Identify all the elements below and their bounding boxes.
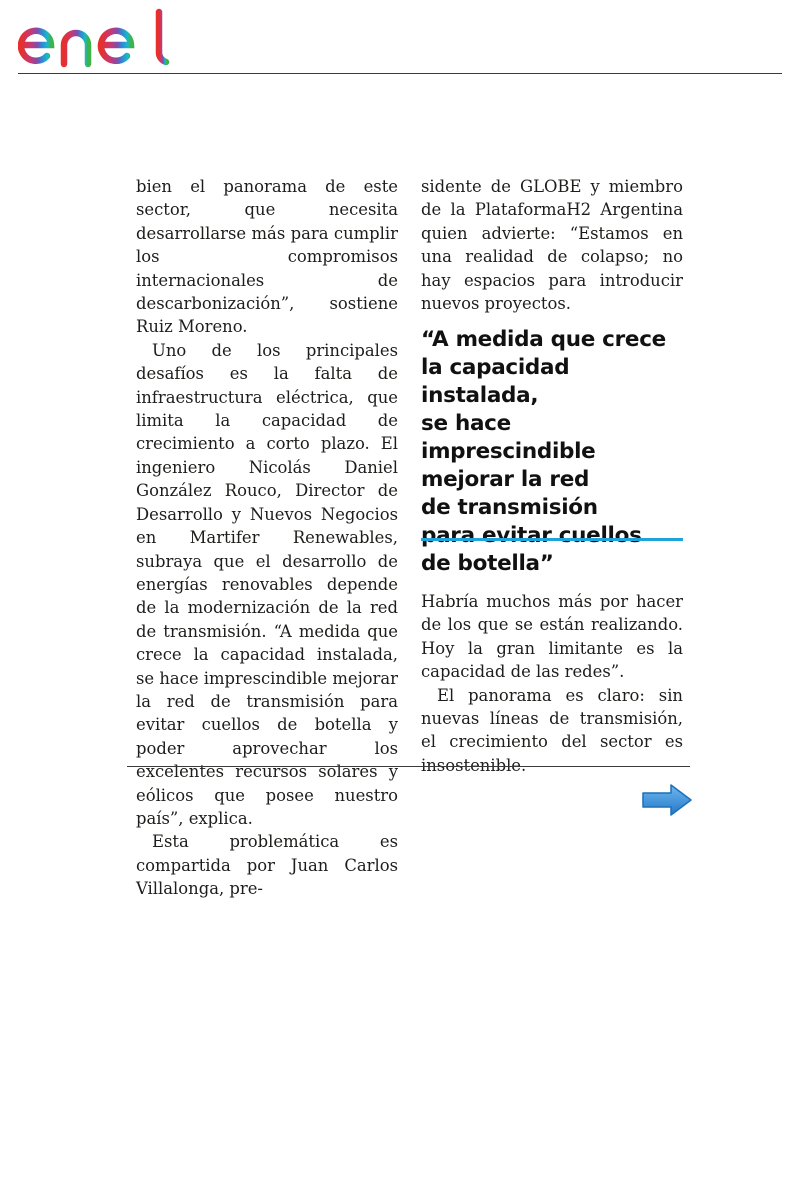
enel-logo [18, 8, 170, 68]
paragraph: Uno de los principales desafíos es la falta de infraestructura eléctrica, que limita la capacidad de crecimiento a corto plazo. El ingeniero Nicolás Daniel González Rouco, Director de Desarrollo y Nuevos Negocios en Martifer Renewables, subraya que el desarrollo de energías renovables depende de la modernización de la red de transmisión. “A medida que crece la capacidad instalada, se hace imprescindible mejorar la red de transmisión para evitar cuellos de botella y poder aprovechar los excelentes recursos solares y eólicos que posee nuestro país”, explica. [136, 340, 398, 828]
pull-quote-divider [421, 538, 683, 541]
header-divider [18, 73, 782, 74]
right-arrow-icon[interactable] [641, 783, 693, 817]
footer-divider [127, 766, 690, 767]
article-right-column-bottom [421, 590, 683, 777]
paragraph: El panorama es claro: sin nuevas líneas de transmisión, el crecimiento del sector es insostenible. [421, 685, 683, 775]
paragraph: Habría muchos más por hacer de los que se están realizando. Hoy la gran limitante es la capacidad de las redes”. [421, 592, 683, 682]
article-left-column [136, 175, 398, 901]
article-right-column-top [421, 175, 683, 315]
paragraph: bien el panorama de este sector, que necesita desarrollarse más para cumplir los compromisos internacionales de descarbonización”, sostiene Ruiz Moreno. [136, 177, 398, 337]
logo-text: enel [18, 8, 21, 9]
paragraph: Esta problemática es compartida por Juan Carlos Villalonga, pre- [136, 832, 398, 899]
pull-quote: “A medida que crece la capacidad instalada, se hace imprescindible mejorar la red de transmisión para evitar cuellos de botella” [421, 327, 666, 576]
paragraph: sidente de GLOBE y miembro de la PlataformaH2 Argentina quien advierte: “Estamos en una realidad de colapso; no hay espacios para introducir nuevos proyectos. [421, 177, 683, 314]
